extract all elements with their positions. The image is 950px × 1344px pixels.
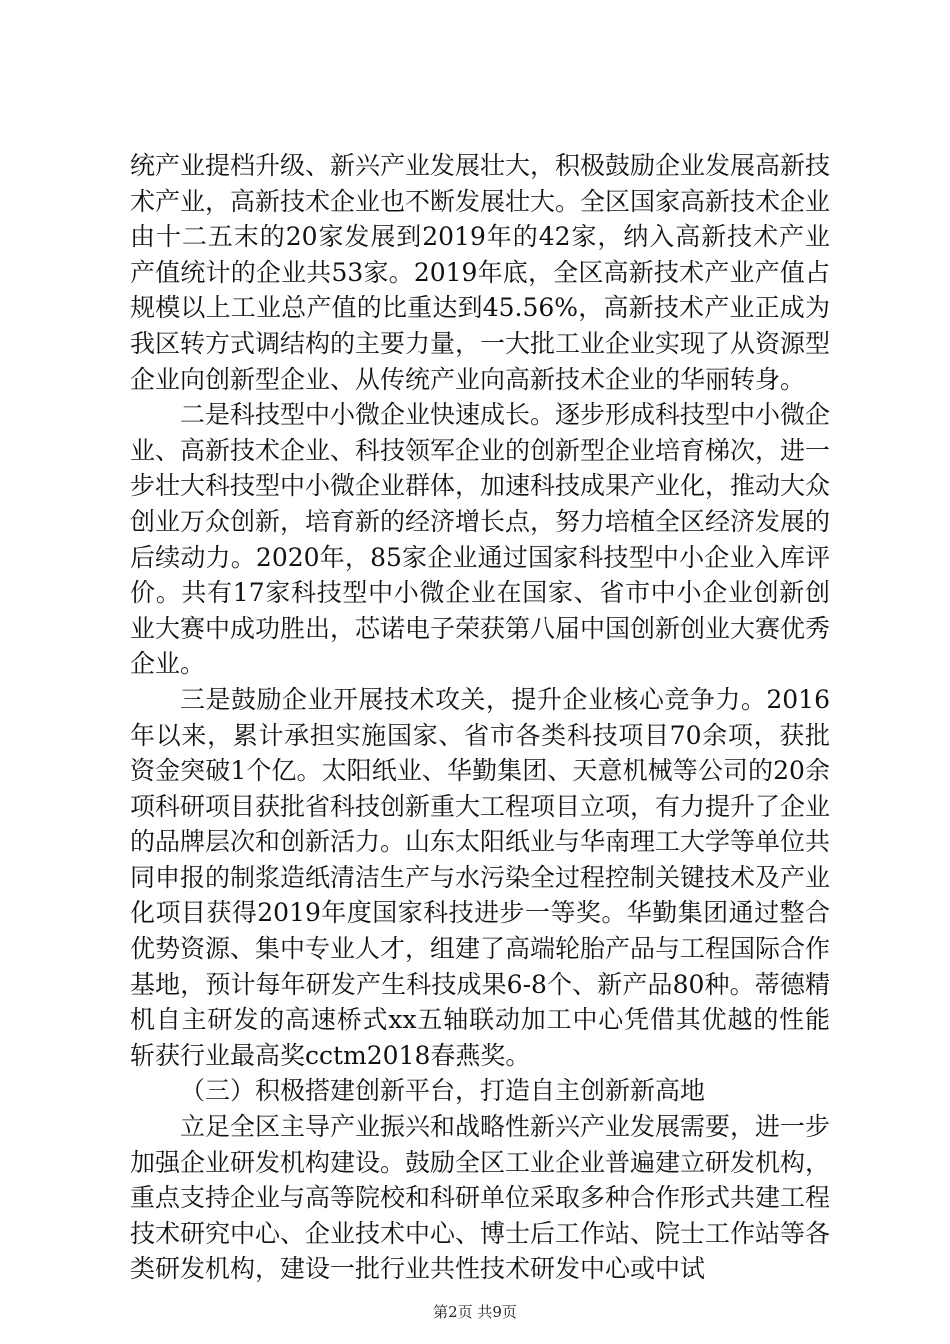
paragraph-sme-growth: 二是科技型中小微企业快速成长。逐步形成科技型中小微企业、高新技术企业、科技领军企业的创新型企业培育梯次，进一步壮大科技型中小微企业群体，加速科技成果产业化，推动大众创业万众创新，培育新的经济增长点，努力培植全区经济发展的后续动力。2020年，85家企业通过国家科技型中小企业入库评价。共有17家科技型中小微企业在国家、省市中小企业创新创业大赛中成功胜出，芯诺电子荣获第八届中国创新创业大赛优秀企业。	[130, 400, 831, 679]
document-body	[130, 148, 830, 1287]
paragraph-tech-research: 三是鼓励企业开展技术攻关，提升企业核心竞争力。2016年以来，累计承担实施国家、省市各类科技项目70余项，获批资金突破1个亿。太阳纸业、华勤集团、天意机械等公司的20余项科研项目获批省科技创新重大工程项目立项，有力提升了企业的品牌层次和创新活力。山东太阳纸业与华南理工大学等单位共同申报的制浆造纸清洁生产与水污染全过程控制关键技术及产业化项目获得2019年度国家科技进步一等奖。华勤集团通过整合优势资源、集中专业人才，组建了高端轮胎产品与工程国际合作基地，预计每年研发产生科技成果6-8个、新产品80种。蒂德精机自主研发的高速桥式xx五轴联动加工中心凭借其优越的性能斩获行业最高奖cctm2018春燕奖。	[130, 684, 831, 1070]
paragraph-innovation-platform: 立足全区主导产业振兴和战略性新兴产业发展需要，进一步加强企业研发机构建设。鼓励全区工业企业普遍建立研发机构，重点支持企业与高等院校和科研单位采取多种合作形式共建工程技术研究中心、企业技术中心、博士后工作站、院士工作站等各类研发机构，建设一批行业共性技术研发中心或中试	[130, 1112, 831, 1284]
section-heading: （三）积极搭建创新平台，打造自主创新新高地	[180, 1076, 706, 1106]
paragraph-continued: 统产业提档升级、新兴产业发展壮大，积极鼓励企业发展高新技术产业，高新技术企业也不断发展壮大。全区国家高新技术企业由十二五末的20家发展到2019年的42家，纳入高新技术产业产值统计的企业共53家。2019年底，全区高新技术产业产值占规模以上工业总产值的比重达到45.56%，高新技术产业正成为我区转方式调结构的主要力量，一大批工业企业实现了从资源型企业向创新型企业、从传统产业向高新技术企业的华丽转身。	[130, 151, 831, 394]
page-footer: 第2页 共9页	[433, 1303, 517, 1321]
